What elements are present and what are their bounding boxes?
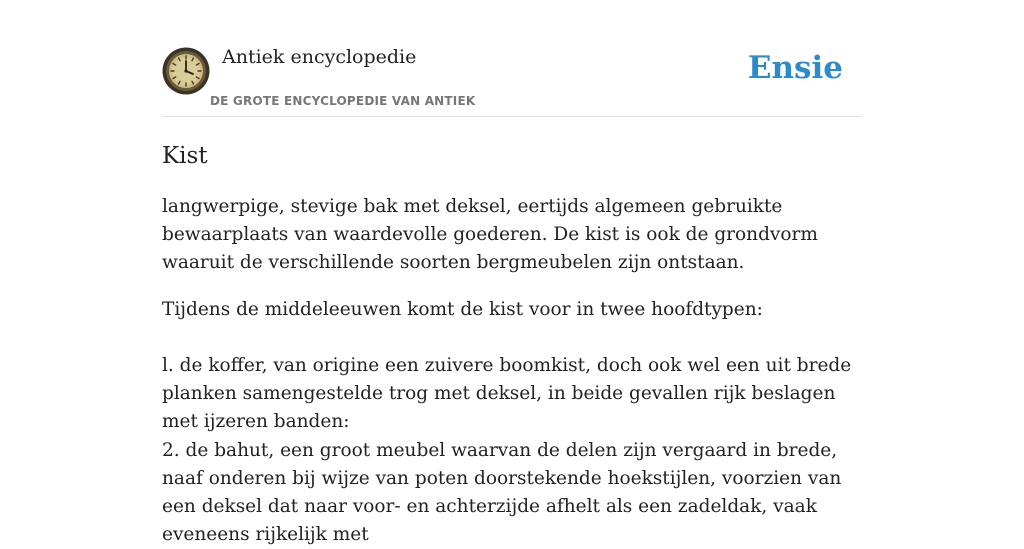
list-item: l. de koffer, van origine een zuivere boomkist, doch ook wel een uit brede planken samengestelde trog met deksel, in beide gevallen rijk beslagen met ijzeren banden: xyxy=(162,355,852,433)
entry-title: Kist xyxy=(162,143,208,169)
site-header xyxy=(162,0,862,117)
blank-line xyxy=(162,324,862,352)
brand-logo[interactable]: Ensie xyxy=(747,50,843,86)
site-title[interactable]: Antiek encyclopedie xyxy=(222,46,417,68)
page xyxy=(162,0,862,549)
site-subtitle: DE GROTE ENCYCLOPEDIE VAN ANTIEK xyxy=(210,94,476,108)
entry-paragraph: langwerpige, stevige bak met deksel, eertijds algemeen gebruikte bewaarplaats van waardevolle goederen. De kist is ook de grondvorm waaruit de verschillende soorten bergmeubelen zijn ontstaan. xyxy=(162,196,818,274)
list-item: 2. de bahut, een groot meubel waarvan de delen zijn vergaard in brede, naaf onderen bij wijze van poten doorstekende hoekstijlen, voorzien van een deksel dat naar voor- en achterzijde afhelt als een zadeldak, vaak eveneens rijkelijk met xyxy=(162,439,842,546)
clock-icon[interactable] xyxy=(162,47,210,95)
entry-paragraph: Tijdens de middeleeuwen komt de kist voor in twee hoofdtypen: xyxy=(162,298,763,320)
